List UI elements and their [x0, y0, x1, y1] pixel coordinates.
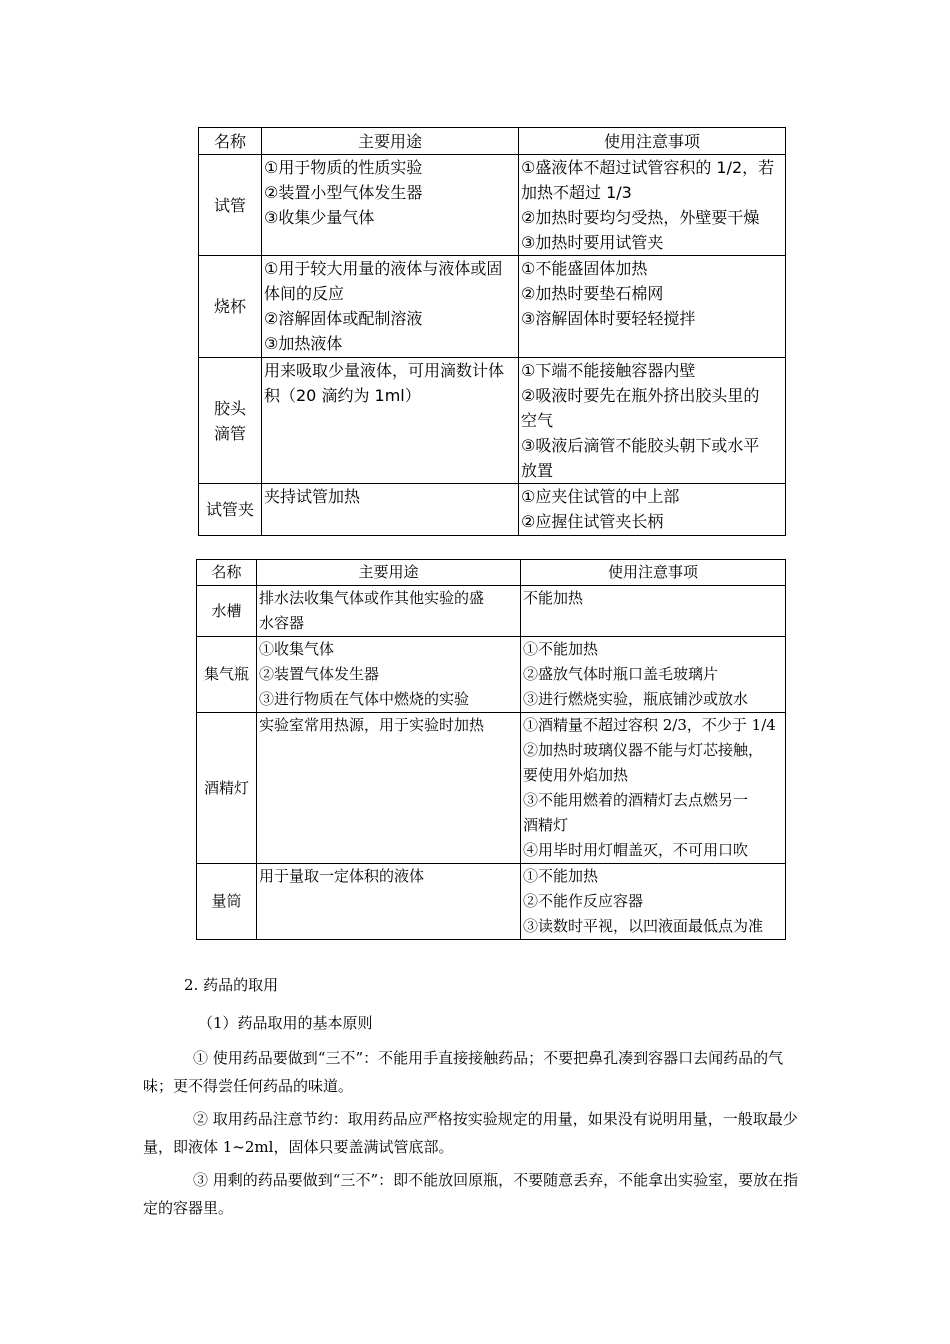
paragraph-3: ③ 用剩的药品要做到“三不”：即不能放回原瓶，不要随意丢弃，不能拿出实验室，要放在指定的容器里。: [143, 1171, 799, 1217]
paragraph-2: ② 取用药品注意节约：取用药品应严格按实验规定的用量，如果没有说明用量，一般取最少量，即液体 1~2ml，固体只要盖满试管底部。: [143, 1110, 798, 1156]
header-name: 名称: [199, 128, 262, 155]
notes-cell: ①不能加热 ②不能作反应容器 ③读数时平视，以凹液面最低点为准: [521, 864, 786, 940]
uses-cell: 排水法收集气体或作其他实验的盛 水容器: [257, 586, 521, 637]
uses-cell: ①用于物质的性质实验 ②装置小型气体发生器 ③收集少量气体: [262, 155, 519, 256]
instrument-name: 试管夹: [199, 484, 262, 536]
table-row: [197, 864, 786, 940]
header-uses: 主要用途: [262, 128, 519, 155]
header-name: 名称: [197, 560, 257, 586]
table-row: [197, 637, 786, 713]
sub-heading: （1）药品取用的基本原则: [198, 1014, 373, 1032]
notes-cell: ①不能盛固体加热 ②加热时要垫石棉网 ③溶解固体时要轻轻搅拌: [519, 256, 786, 358]
uses-cell: ①收集气体 ②装置气体发生器 ③进行物质在气体中燃烧的实验: [257, 637, 521, 713]
header-uses: 主要用途: [257, 560, 521, 586]
header-notes: 使用注意事项: [521, 560, 786, 586]
table-row: [199, 358, 786, 484]
instrument-name: 烧杯: [199, 256, 262, 358]
notes-cell: ①不能加热 ②盛放气体时瓶口盖毛玻璃片 ③进行燃烧实验，瓶底铺沙或放水: [521, 637, 786, 713]
uses-cell: 用于量取一定体积的液体: [257, 864, 521, 940]
notes-cell: 不能加热: [521, 586, 786, 637]
section-heading: 2. 药品的取用: [184, 976, 279, 994]
uses-cell: ①用于较大用量的液体与液体或固 体间的反应 ②溶解固体或配制溶液 ③加热液体: [262, 256, 519, 358]
uses-cell: 实验室常用热源，用于实验时加热: [257, 713, 521, 864]
paragraph-1: ① 使用药品要做到“三不”：不能用手直接接触药品；不要把鼻孔凑到容器口去闻药品的气味；更不得尝任何药品的味道。: [143, 1049, 784, 1095]
table-row: [197, 713, 786, 864]
instrument-table-2: [196, 559, 786, 940]
notes-cell: ①下端不能接触容器内壁 ②吸液时要先在瓶外挤出胶头里的 空气 ③吸液后滴管不能胶头朝下或水平 放置: [519, 358, 786, 484]
header-notes: 使用注意事项: [519, 128, 786, 155]
instrument-name: 酒精灯: [197, 713, 257, 864]
table-row: [199, 155, 786, 256]
uses-cell: 夹持试管加热: [262, 484, 519, 536]
instrument-name: 集气瓶: [197, 637, 257, 713]
notes-cell: ①酒精量不超过容积 2/3，不少于 1/4 ②加热时玻璃仪器不能与灯芯接触， 要使用外焰加热 ③不能用燃着的酒精灯去点燃另一 酒精灯 ④用毕时用灯帽盖灭，不可用口吹: [521, 713, 786, 864]
table-header-row: [199, 128, 786, 155]
table-row: [197, 586, 786, 637]
instrument-name: 胶头 滴管: [199, 358, 262, 484]
table-header-row: [197, 560, 786, 586]
notes-cell: ①盛液体不超过试管容积的 1/2，若 加热不超过 1/3 ②加热时要均匀受热，外壁要干燥 ③加热时要用试管夹: [519, 155, 786, 256]
instrument-name: 试管: [199, 155, 262, 256]
table-row: [199, 256, 786, 358]
table-row: [199, 484, 786, 536]
instrument-name: 水槽: [197, 586, 257, 637]
instrument-table-1: [198, 127, 786, 536]
uses-cell: 用来吸取少量液体，可用滴数计体 积（20 滴约为 1ml）: [262, 358, 519, 484]
notes-cell: ①应夹住试管的中上部 ②应握住试管夹长柄: [519, 484, 786, 536]
instrument-name: 量筒: [197, 864, 257, 940]
